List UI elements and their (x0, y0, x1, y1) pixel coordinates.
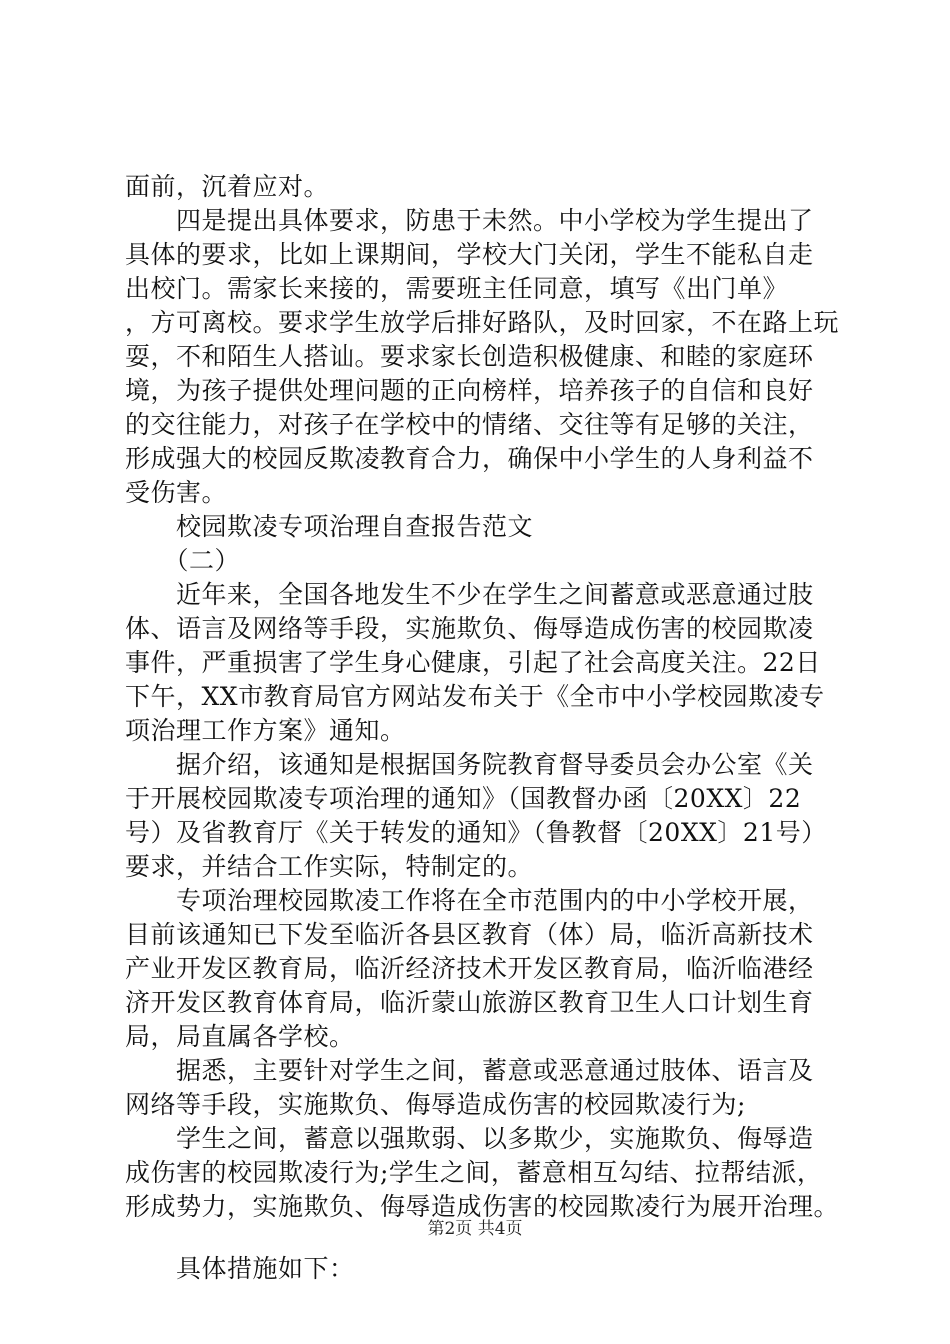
body-text-line: 于开展校园欺凌专项治理的通知》（国教督办函〔20XX〕22 (125, 784, 802, 813)
body-text-line: 局，局直属各学校。 (125, 1022, 355, 1051)
body-text-line: 事件，严重损害了学生身心健康，引起了社会高度关注。22日 (125, 648, 821, 677)
body-text-line: 具体措施如下： (125, 1254, 355, 1283)
body-text-line: 据悉，主要针对学生之间，蓄意或恶意通过肢体、语言及 (125, 1056, 814, 1085)
body-text-line: 受伤害。 (125, 478, 228, 507)
section-title: 校园欺凌专项治理自查报告范文 (125, 512, 534, 541)
body-text-line: 形成强大的校园反欺凌教育合力，确保中小学生的人身利益不 (125, 444, 814, 473)
page-number-footer: 第2页 共4页 (427, 1219, 523, 1239)
body-text-line: 据介绍，该通知是根据国务院教育督导委员会办公室《关 (125, 750, 814, 779)
body-text-line: 体、语言及网络等手段，实施欺负、侮辱造成伤害的校园欺凌 (125, 614, 814, 643)
body-text-line: 耍，不和陌生人搭讪。要求家长创造积极健康、和睦的家庭环 (125, 342, 814, 371)
body-text-line: 成伤害的校园欺凌行为;学生之间，蓄意相互勾结、拉帮结派， (125, 1158, 823, 1187)
body-text-line: 出校门。需家长来接的，需要班主任同意，填写《出门单》 (125, 274, 789, 303)
body-text-line: 产业开发区教育局，临沂经济技术开发区教育局，临沂临港经 (125, 954, 814, 983)
body-text-line: 下午，XX市教育局官方网站发布关于《全市中小学校园欺凌专 (125, 682, 825, 711)
body-text-line: 形成势力，实施欺负、侮辱造成伤害的校园欺凌行为展开治理。 (125, 1192, 840, 1221)
body-text-line: 要求，并结合工作实际，特制定的。 (125, 852, 534, 881)
body-text-line: 面前，沉着应对。 (125, 172, 330, 201)
body-text-line: 网络等手段，实施欺负、侮辱造成伤害的校园欺凌行为; (125, 1090, 746, 1119)
body-text-line: 近年来，全国各地发生不少在学生之间蓄意或恶意通过肢 (125, 580, 814, 609)
body-text-line: 学生之间，蓄意以强欺弱、以多欺少，实施欺负、侮辱造 (125, 1124, 814, 1153)
body-text-line: ，方可离校。要求学生放学后排好路队，及时回家，不在路上玩 (125, 308, 840, 337)
body-text-line: 专项治理校园欺凌工作将在全市范围内的中小学校开展， (125, 886, 814, 915)
body-text-line: 项治理工作方案》通知。 (125, 716, 406, 745)
body-text-line: 具体的要求，比如上课期间，学校大门关闭，学生不能私自走 (125, 240, 814, 269)
section-number: （二） (125, 546, 241, 575)
body-text-line: 四是提出具体要求，防患于未然。中小学校为学生提出了 (125, 206, 814, 235)
body-text-line: 号）及省教育厅《关于转发的通知》（鲁教督〔20XX〕21号） (125, 818, 827, 847)
body-text-line: 境，为孩子提供处理问题的正向榜样，培养孩子的自信和良好 (125, 376, 814, 405)
body-text-line: 的交往能力，对孩子在学校中的情绪、交往等有足够的关注， (125, 410, 814, 439)
body-text-line: 济开发区教育体育局，临沂蒙山旅游区教育卫生人口计划生育 (125, 988, 814, 1017)
body-text-line: 目前该通知已下发至临沂各县区教育（体）局，临沂高新技术 (125, 920, 814, 949)
